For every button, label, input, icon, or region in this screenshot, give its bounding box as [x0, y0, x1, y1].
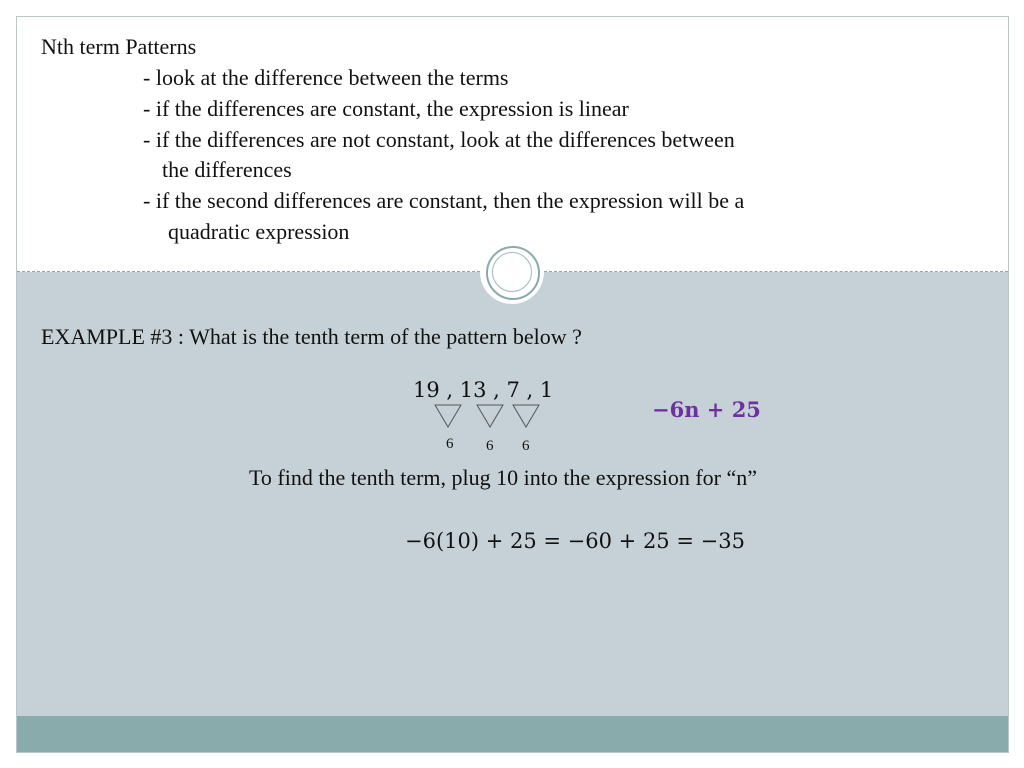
divider-line-left	[17, 271, 480, 272]
divider-ring-inner	[492, 252, 532, 292]
bullet-2: - if the differences are constant, the expression is linear	[143, 96, 629, 121]
footer-bar	[17, 716, 1008, 752]
difference-triangle-1	[434, 404, 462, 428]
slide	[16, 16, 1009, 753]
nth-term-expression: −6n + 25	[652, 397, 761, 422]
bullet-3: - if the differences are not constant, look at the differences between	[143, 127, 735, 152]
divider-line-right	[544, 271, 1008, 272]
calculation: −6(10) + 25 = −60 + 25 = −35	[405, 529, 745, 553]
instruction-text: To find the tenth term, plug 10 into the expression for “n”	[249, 465, 758, 490]
bullet-1: - look at the difference between the terms	[143, 65, 509, 90]
difference-triangle-3	[512, 404, 540, 428]
difference-label-2: 6	[486, 438, 494, 454]
bullet-4: - if the second differences are constant, then the expression will be a	[143, 188, 745, 213]
difference-label-1: 6	[446, 436, 454, 452]
slide-heading: Nth term Patterns	[41, 34, 197, 59]
sequence-terms: 19 , 13 , 7 , 1	[413, 378, 554, 402]
difference-triangle-2	[476, 404, 504, 428]
bullet-4-continuation: quadratic expression	[168, 219, 350, 244]
difference-label-3: 6	[522, 438, 530, 454]
example-prompt: EXAMPLE #3 : What is the tenth term of the pattern below ?	[41, 324, 582, 349]
bullet-3-continuation: the differences	[162, 157, 292, 182]
